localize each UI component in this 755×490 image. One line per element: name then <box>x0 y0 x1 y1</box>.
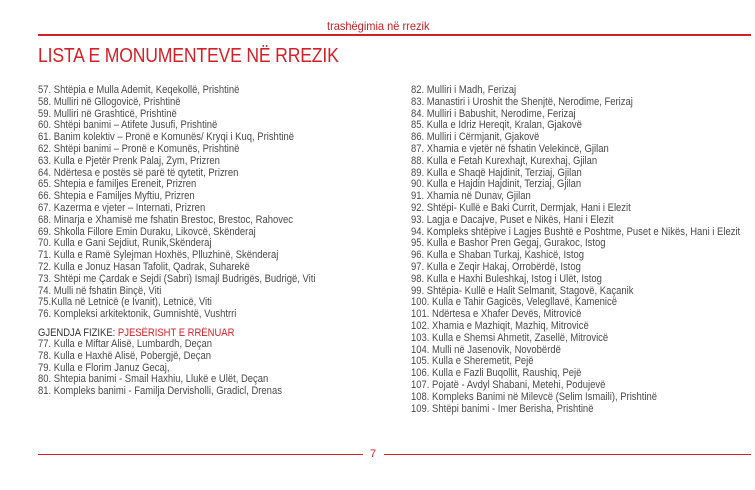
list-item: 64. Ndërtesa e postës së parë të qytetit, Prizren <box>38 166 239 179</box>
list-item: 62. Shtëpi banimi – Pronë e Komunës, Prishtinë <box>38 142 240 155</box>
list-item: 57. Shtëpia e Mulla Ademit, Keqekollë, Prishtinë <box>38 84 240 96</box>
header-rule <box>38 34 751 36</box>
list-item: 95. Kulla e Bashor Pren Gegaj, Gurakoc, Istog <box>411 237 606 250</box>
list-item: 102. Xhamia e Mazhiqit, Mazhiq, Mitrovicë <box>411 319 589 332</box>
list-item: 60. Shtëpi banimi – Atifete Jusufi, Prishtinë <box>38 119 218 132</box>
list-item: 72. Kulla e Jonuz Hasan Tafolit, Qadrak, Suharekë <box>38 260 250 273</box>
list-item: 96. Kulla e Shaban Turkaj, Kashicë, Istog <box>411 249 585 262</box>
list-item: 103. Kulla e Shemsi Ahmetit, Zasellë, Mitrovicë <box>411 331 609 344</box>
list-item: 104. Mulli në Jasenovik, Novobërdë <box>411 343 561 356</box>
list-item: 80. Shtepia banimi - Smail Haxhiu, Llukë e Ulët, Deçan <box>38 373 269 386</box>
section-label: GJENDJA FIZIKE: <box>38 326 118 339</box>
list-item: 108. Kompleks Banimi në Milevcë (Selim Ismaili), Prishtinë <box>411 390 658 403</box>
list-item: 67. Kazerma e vjeter – Internati, Prizren <box>38 201 206 214</box>
list-item: 74. Mulli në fshatin Binçë, Viti <box>38 284 162 297</box>
list-item: 69. Shkolla Fillore Emin Duraku, Likovcë, Skënderaj <box>38 225 256 238</box>
list-item: 63. Kulla e Pjetër Prenk Palaj, Zym, Prizren <box>38 154 220 167</box>
list-item: 58. Mulliri në Gllogovicë, Prishtinë <box>38 95 181 108</box>
list-item: 107. Pojatë - Avdyl Shabani, Metehi, Podujevë <box>411 378 606 391</box>
page-number: 7 <box>370 448 377 460</box>
list-item: 76. Kompleksi arkitektonik, Gumnishtë, Vushtrri <box>38 308 237 321</box>
page-title: LISTA E MONUMENTEVE NË RREZIK <box>38 45 339 67</box>
list-item: 83. Manastiri i Uroshit the Shenjtë, Nerodime, Ferizaj <box>411 95 633 108</box>
list-item: 71. Kulla e Ramë Sylejman Hoxhës, Plluzhinë, Skënderaj <box>38 249 279 262</box>
list-item: 78. Kulla e Haxhë Alisë, Pobergjë, Deçan <box>38 349 212 362</box>
list-item: 61. Banim kolektiv – Pronë e Komunës/ Kryqi i Kuq, Prishtinë <box>38 131 295 144</box>
monument-list-damaged <box>38 339 398 398</box>
list-item: 109. Shtëpi banimi - Imer Berisha, Prishtinë <box>411 402 594 415</box>
list-item: 85. Kulla e Idriz Hereqit, Kralan, Gjakovë <box>411 119 582 132</box>
list-item: 92. Shtëpi- Kullë e Baki Currit, Dermjak, Hani i Elezit <box>411 201 631 214</box>
list-item: 68. Minarja e Xhamisë me fshatin Brestoc, Brestoc, Rahovec <box>38 213 294 226</box>
list-item: 100. Kulla e Tahir Gagicës, Velegllavë, Kamenicë <box>411 296 617 309</box>
list-item: 73. Shtëpi me Çardak e Sejdi (Sabri) Ismajl Budrigës, Budrigë, Viti <box>38 272 316 285</box>
right-column <box>411 85 751 415</box>
footer-rule-left <box>38 454 363 455</box>
list-item: 77. Kulla e Miftar Alisë, Lumbardh, Deçan <box>38 337 213 350</box>
list-item: 66. Shtepia e Familjes Myftiu, Prizren <box>38 190 195 203</box>
list-item: 65. Shtepia e familjes Ereneit, Prizren <box>38 178 197 191</box>
list-item: 79. Kulla e Florim Januz Gecaj, <box>38 361 170 374</box>
list-item: 70. Kulla e Gani Sejdiut, Runik,Skënderaj <box>38 237 212 250</box>
list-item: 99. Shtëpia- Kullë e Halit Selmanit, Stagovë, Kaçanik <box>411 284 634 297</box>
left-column <box>38 85 398 398</box>
list-item: 90. Kulla e Hajdin Hajdinit, Terziaj, Gjilan <box>411 178 582 191</box>
list-item: 75.Kulla në Letnicë (e Ivanit), Letnicë, Viti <box>38 296 212 309</box>
monument-list-left <box>38 85 398 321</box>
list-item: 105. Kulla e Sheremetit, Pejë <box>411 355 534 368</box>
list-item: 97. Kulla e Zeqir Hakaj, Orrobërdë, Istog <box>411 260 581 273</box>
list-item: 94. Kompleks shtëpive i Lagjes Bushtë e Poshtme, Puset e Nikës, Hani i Elezit <box>411 225 741 238</box>
list-item: 91. Xhamia në Dunav, Gjilan <box>411 190 531 203</box>
list-item: 98. Kulla e Haxhi Buleshkaj, Istog i Ulët, Istog <box>411 272 602 285</box>
monument-list-right <box>411 85 751 415</box>
list-item: 82. Mulliri i Madh, Ferizaj <box>411 84 517 96</box>
list-item: 89. Kulla e Shaqë Hajdinit, Terziaj, Gjilan <box>411 166 582 179</box>
list-item: 84. Mulliri i Babushit, Nerodime, Ferizaj <box>411 107 576 120</box>
footer-rule-right <box>384 454 751 455</box>
list-item: 93. Lagja e Dacajve, Puset e Nikës, Hani i Elezit <box>411 213 614 226</box>
section-status: PJESËRISHT E RRËNUAR <box>117 326 235 339</box>
list-item: 88. Kulla e Fetah Kurexhajt, Kurexhaj, Gjilan <box>411 154 598 167</box>
list-item: 87. Xhamia e vjetër në fshatin Velekincë, Gjilan <box>411 142 609 155</box>
list-item: 106. Kulla e Fazli Buqollit, Raushiq, Pejë <box>411 367 582 380</box>
list-item: 101. Ndërtesa e Xhafer Devës, Mitrovicë <box>411 308 582 321</box>
list-item: 81. Kompleks banimi - Familja Dervisholli, Gradicl, Drenas <box>38 385 282 398</box>
list-item: 59. Mulliri në Grashticë, Prishtinë <box>38 107 177 120</box>
running-header: trashëgimia në rrezik <box>327 19 430 33</box>
list-item: 86. Mulliri i Cërmjanit, Gjakovë <box>411 131 540 144</box>
